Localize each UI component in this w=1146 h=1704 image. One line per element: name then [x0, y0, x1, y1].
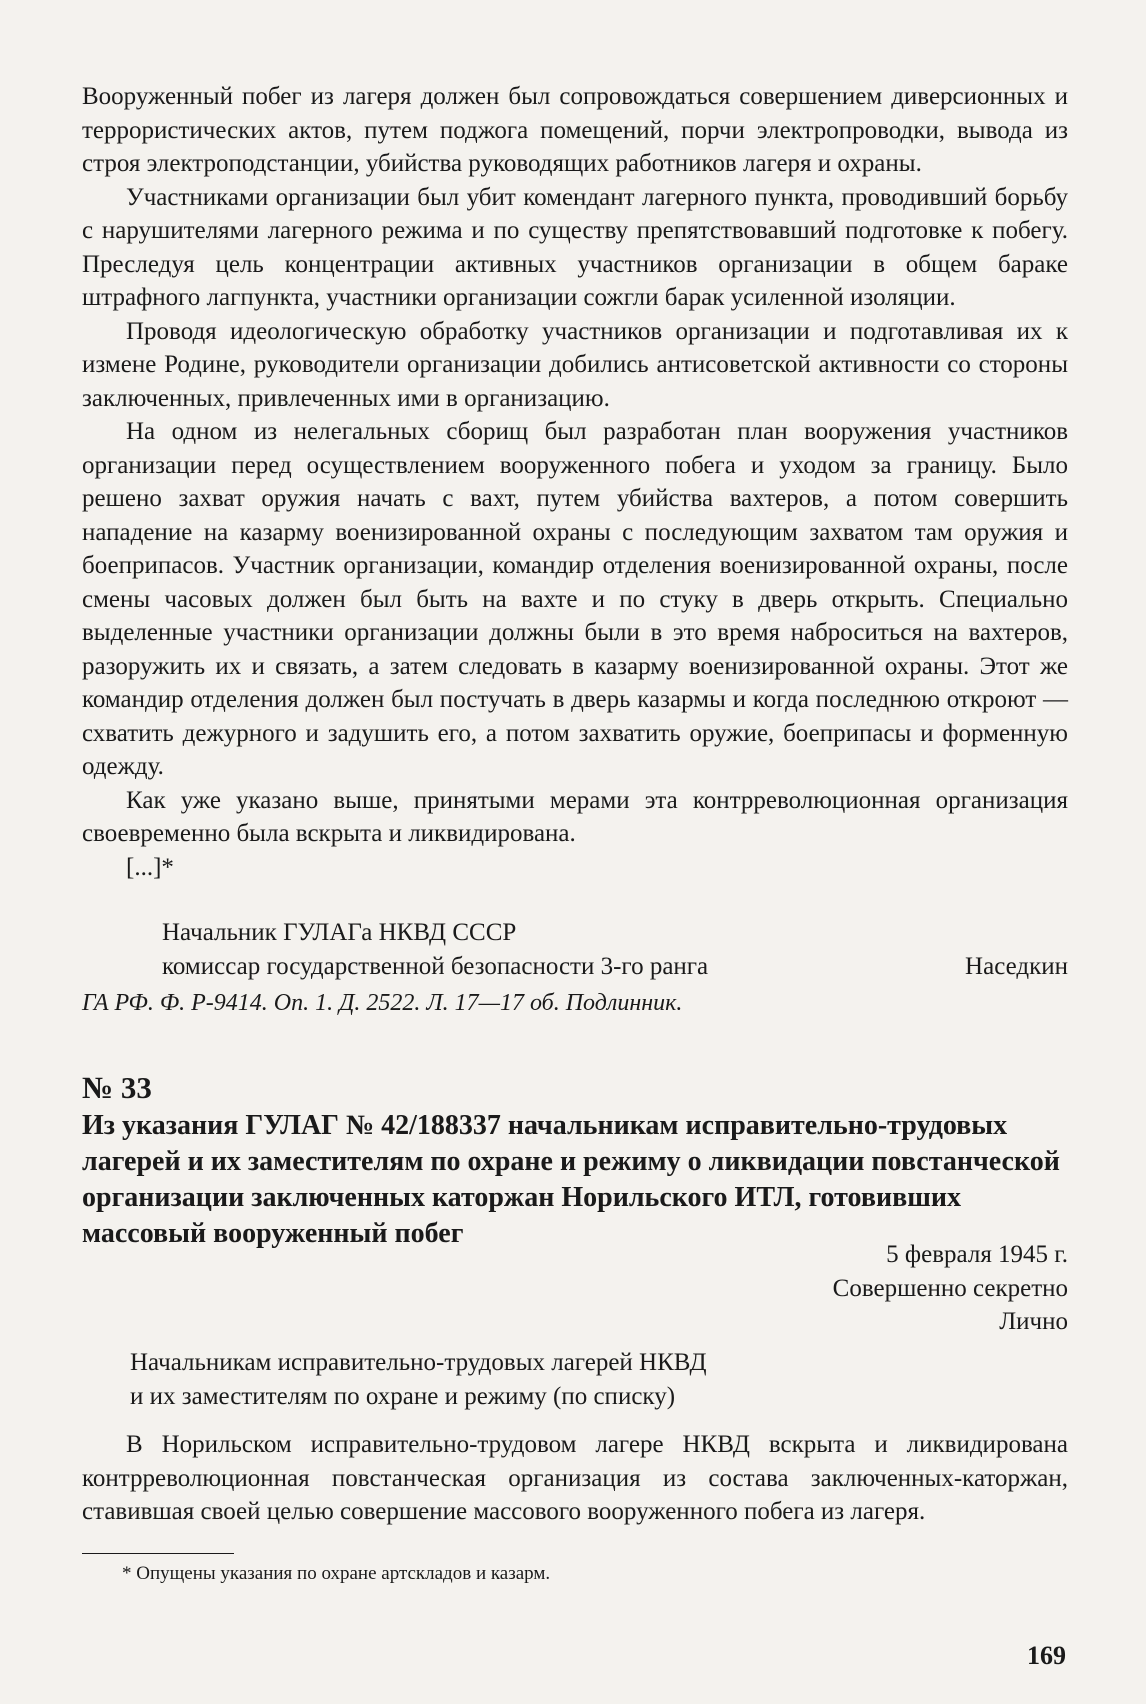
paragraph: Участниками организации был убит комендант лагерного пункта, проводивший борьбу с нарушителями лагерного режима и по существу препятствовавший подготовке к побегу. Преследуя цель концентрации активных участников организации в общем бараке штрафного лагпункта, участники организации сожгли барак усиленной изоляции. — [82, 183, 1068, 311]
archival-source: ГА РФ. Ф. Р-9414. Оп. 1. Д. 2522. Л. 17—17 об. Подлинник. — [82, 990, 683, 1016]
document-header — [82, 1068, 1068, 1252]
page-number: 169 — [1027, 1641, 1066, 1670]
document-date: 5 февраля 1945 г. — [886, 1241, 1068, 1268]
signature-name: Наседкин — [965, 952, 1068, 980]
personal-stamp: Лично — [999, 1308, 1068, 1335]
signature-block — [82, 916, 1068, 983]
paragraph: Как уже указано выше, принятыми мерами эта контрреволюционная организация своевременно была вскрыта и ликвидирована. — [82, 786, 1068, 847]
signature-rank-row — [162, 950, 1068, 984]
body-text-bottom — [82, 1428, 1068, 1529]
paragraph: На одном из нелегальных сборищ был разработан план вооружения участников организации перед осуществлением вооруженного побега и уходом за границу. Было решено захват оружия начать с вахт, путем убийства вахтеров, а потом совершить нападение на казарму военизированной охраны с последующим захватом там оружия и боеприпасов. Участник организации, командир отделения военизированной охраны, после смены часовых должен был быть на вахте и по стуку в дверь открыть. Специально выделенные участники организации должны были в это время наброситься на вахтеров, разоружить их и связать, а затем следовать в казарму военизированной охраны. Этот же командир отделения должен был постучать в дверь казармы и когда последнюю откроют — схватить дежурного и задушить его, а потом захватить оружие, боеприпасы и форменную одежду. — [82, 418, 1068, 780]
paragraph: Вооруженный побег из лагеря должен был сопровождаться совершением диверсионных и террористических актов, путем поджога помещений, порчи электропроводки, вывода из строя электроподстанции, убийства руководящих работников лагеря и охраны. — [82, 83, 1068, 177]
addressee — [82, 1346, 1068, 1413]
omission-mark: [...]* — [126, 853, 174, 881]
document-meta — [82, 1238, 1068, 1339]
document-title: Из указания ГУЛАГ № 42/188337 начальникам исправительно-трудовых лагерей и их заместителям по охране и режиму о ликвидации повстанческой организации заключенных каторжан Норильского ИТЛ, готовивших массовый вооруженный побег — [82, 1110, 1060, 1249]
footnote: * Опущены указания по охране артскладов и казарм. — [122, 1563, 551, 1584]
signature-rank: комиссар государственной безопасности 3-го ранга — [162, 952, 709, 980]
paragraph: Проводя идеологическую обработку участников организации и подготавливая их к измене Родине, руководители организации добились антисоветской активности со стороны заключенных, привлеченных ими в организацию. — [82, 317, 1068, 412]
addressee-line: Начальникам исправительно-трудовых лагерей НКВД — [130, 1349, 707, 1376]
body-text-top — [82, 80, 1068, 884]
addressee-line: и их заместителям по охране и режиму (по списку) — [130, 1382, 676, 1410]
footnote-area — [82, 1553, 1068, 1587]
paragraph: В Норильском исправительно-трудовом лагере НКВД вскрыта и ликвидирована контрреволюционная повстанческая организация из состава заключенных-каторжан, ставившая своей целью совершение массового вооруженного побега из лагеря. — [82, 1431, 1068, 1525]
secrecy-stamp: Совершенно секретно — [832, 1274, 1068, 1302]
document-number: № 33 — [82, 1070, 152, 1105]
signature-title: Начальник ГУЛАГа НКВД СССР — [162, 919, 517, 946]
footnote-rule — [82, 1553, 234, 1554]
